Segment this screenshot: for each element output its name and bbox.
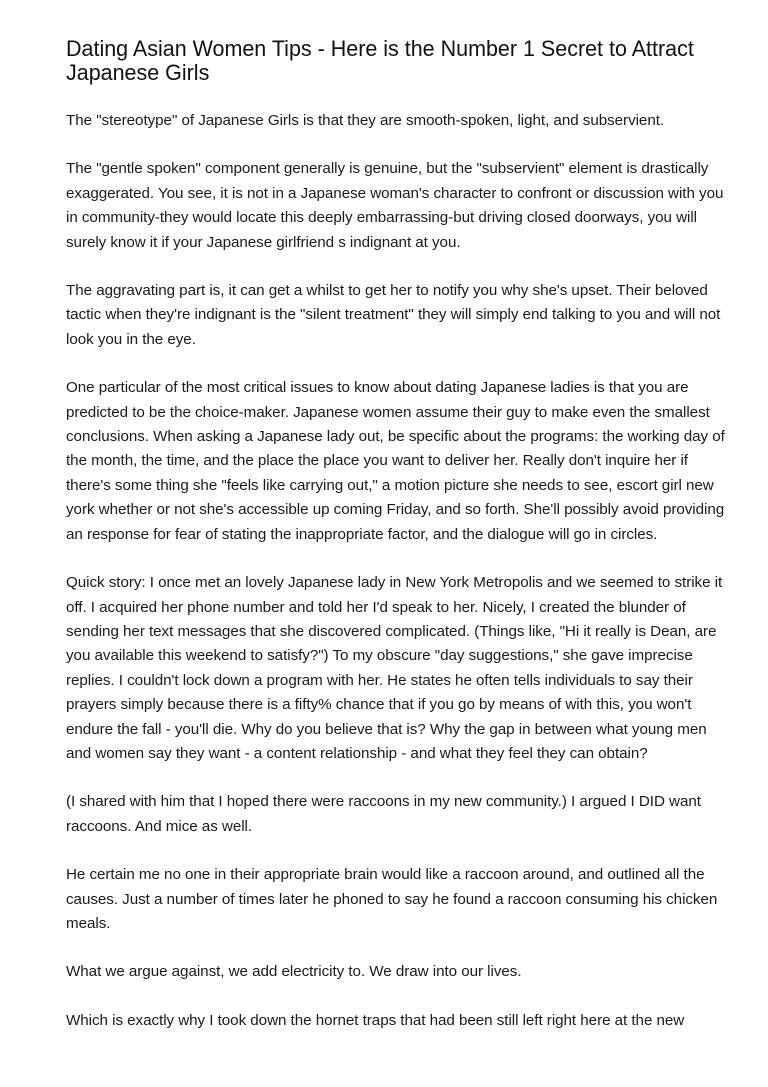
document-title: Dating Asian Women Tips - Here is the Number 1 Secret to Attract Japanese Girls [66, 36, 694, 85]
paragraph: The aggravating part is, it can get a whilst to get her to notify you why she's upset. Their beloved tactic when they're indignant is the "silent treatment" they will simply end talking to you and will not look you in the eye. [66, 282, 721, 348]
paragraph: What we argue against, we add electricity to. We draw into our lives. [66, 963, 522, 981]
paragraph: (I shared with him that I hoped there were raccoons in my new community.) I argued I DID want raccoons. And mice as well. [66, 793, 701, 835]
document-body [66, 109, 726, 1057]
paragraph: He certain me no one in their appropriate brain would like a raccoon around, and outlined all the causes. Just a number of times later he phoned to say he found a raccoon consuming his chicken meals. [66, 866, 718, 932]
paragraph: One particular of the most critical issues to know about dating Japanese ladies is that you are predicted to be the choice-maker. Japanese women assume their guy to make even the smallest conclusions. When asking a Japanese lady out, be specific about the programs: the working day of the month, the time, and the place the place you want to deliver her. Really don't inquire her if there's some thing she "feels like carrying out," a motion picture she needs to see, escort girl new york whether or not she's accessible up coming Friday, and so forth. She'll possibly avoid providing an response for fear of stating the inappropriate factor, and the dialogue will go in circles. [66, 379, 725, 543]
paragraph: Quick story: I once met an lovely Japanese lady in New York Metropolis and we seemed to strike it off. I acquired her phone number and told her I'd speak to her. Nicely, I created the blunder of sending her text messages that she discovered complicated. (Things like, "Hi it really is Dean, are you available this weekend to satisfy?") To my obscure "day suggestions," she gave imprecise replies. I couldn't lock down a program with her. He states he often tells individuals to say their prayers simply because there is a fifty% chance that if you go by means of with this, you won't endure the fall - you'll die. Why do you believe that is? Why the gap in between what young men and women say they want - a content relationship - and what they feel they can obtain? [66, 574, 723, 762]
paragraph: The "stereotype" of Japanese Girls is that they are smooth-spoken, light, and subservient. [66, 112, 665, 129]
paragraph: Which is exactly why I took down the hornet traps that had been still left right here at the new [66, 1011, 685, 1029]
paragraph: The "gentle spoken" component generally is genuine, but the "subservient" element is drastically exaggerated. You see, it is not in a Japanese woman's character to confront or discussion with you in community-they would locate this deeply embarrassing-but driving closed doorways, you will surely know it if your Japanese girlfriend s indignant at you. [66, 160, 724, 251]
